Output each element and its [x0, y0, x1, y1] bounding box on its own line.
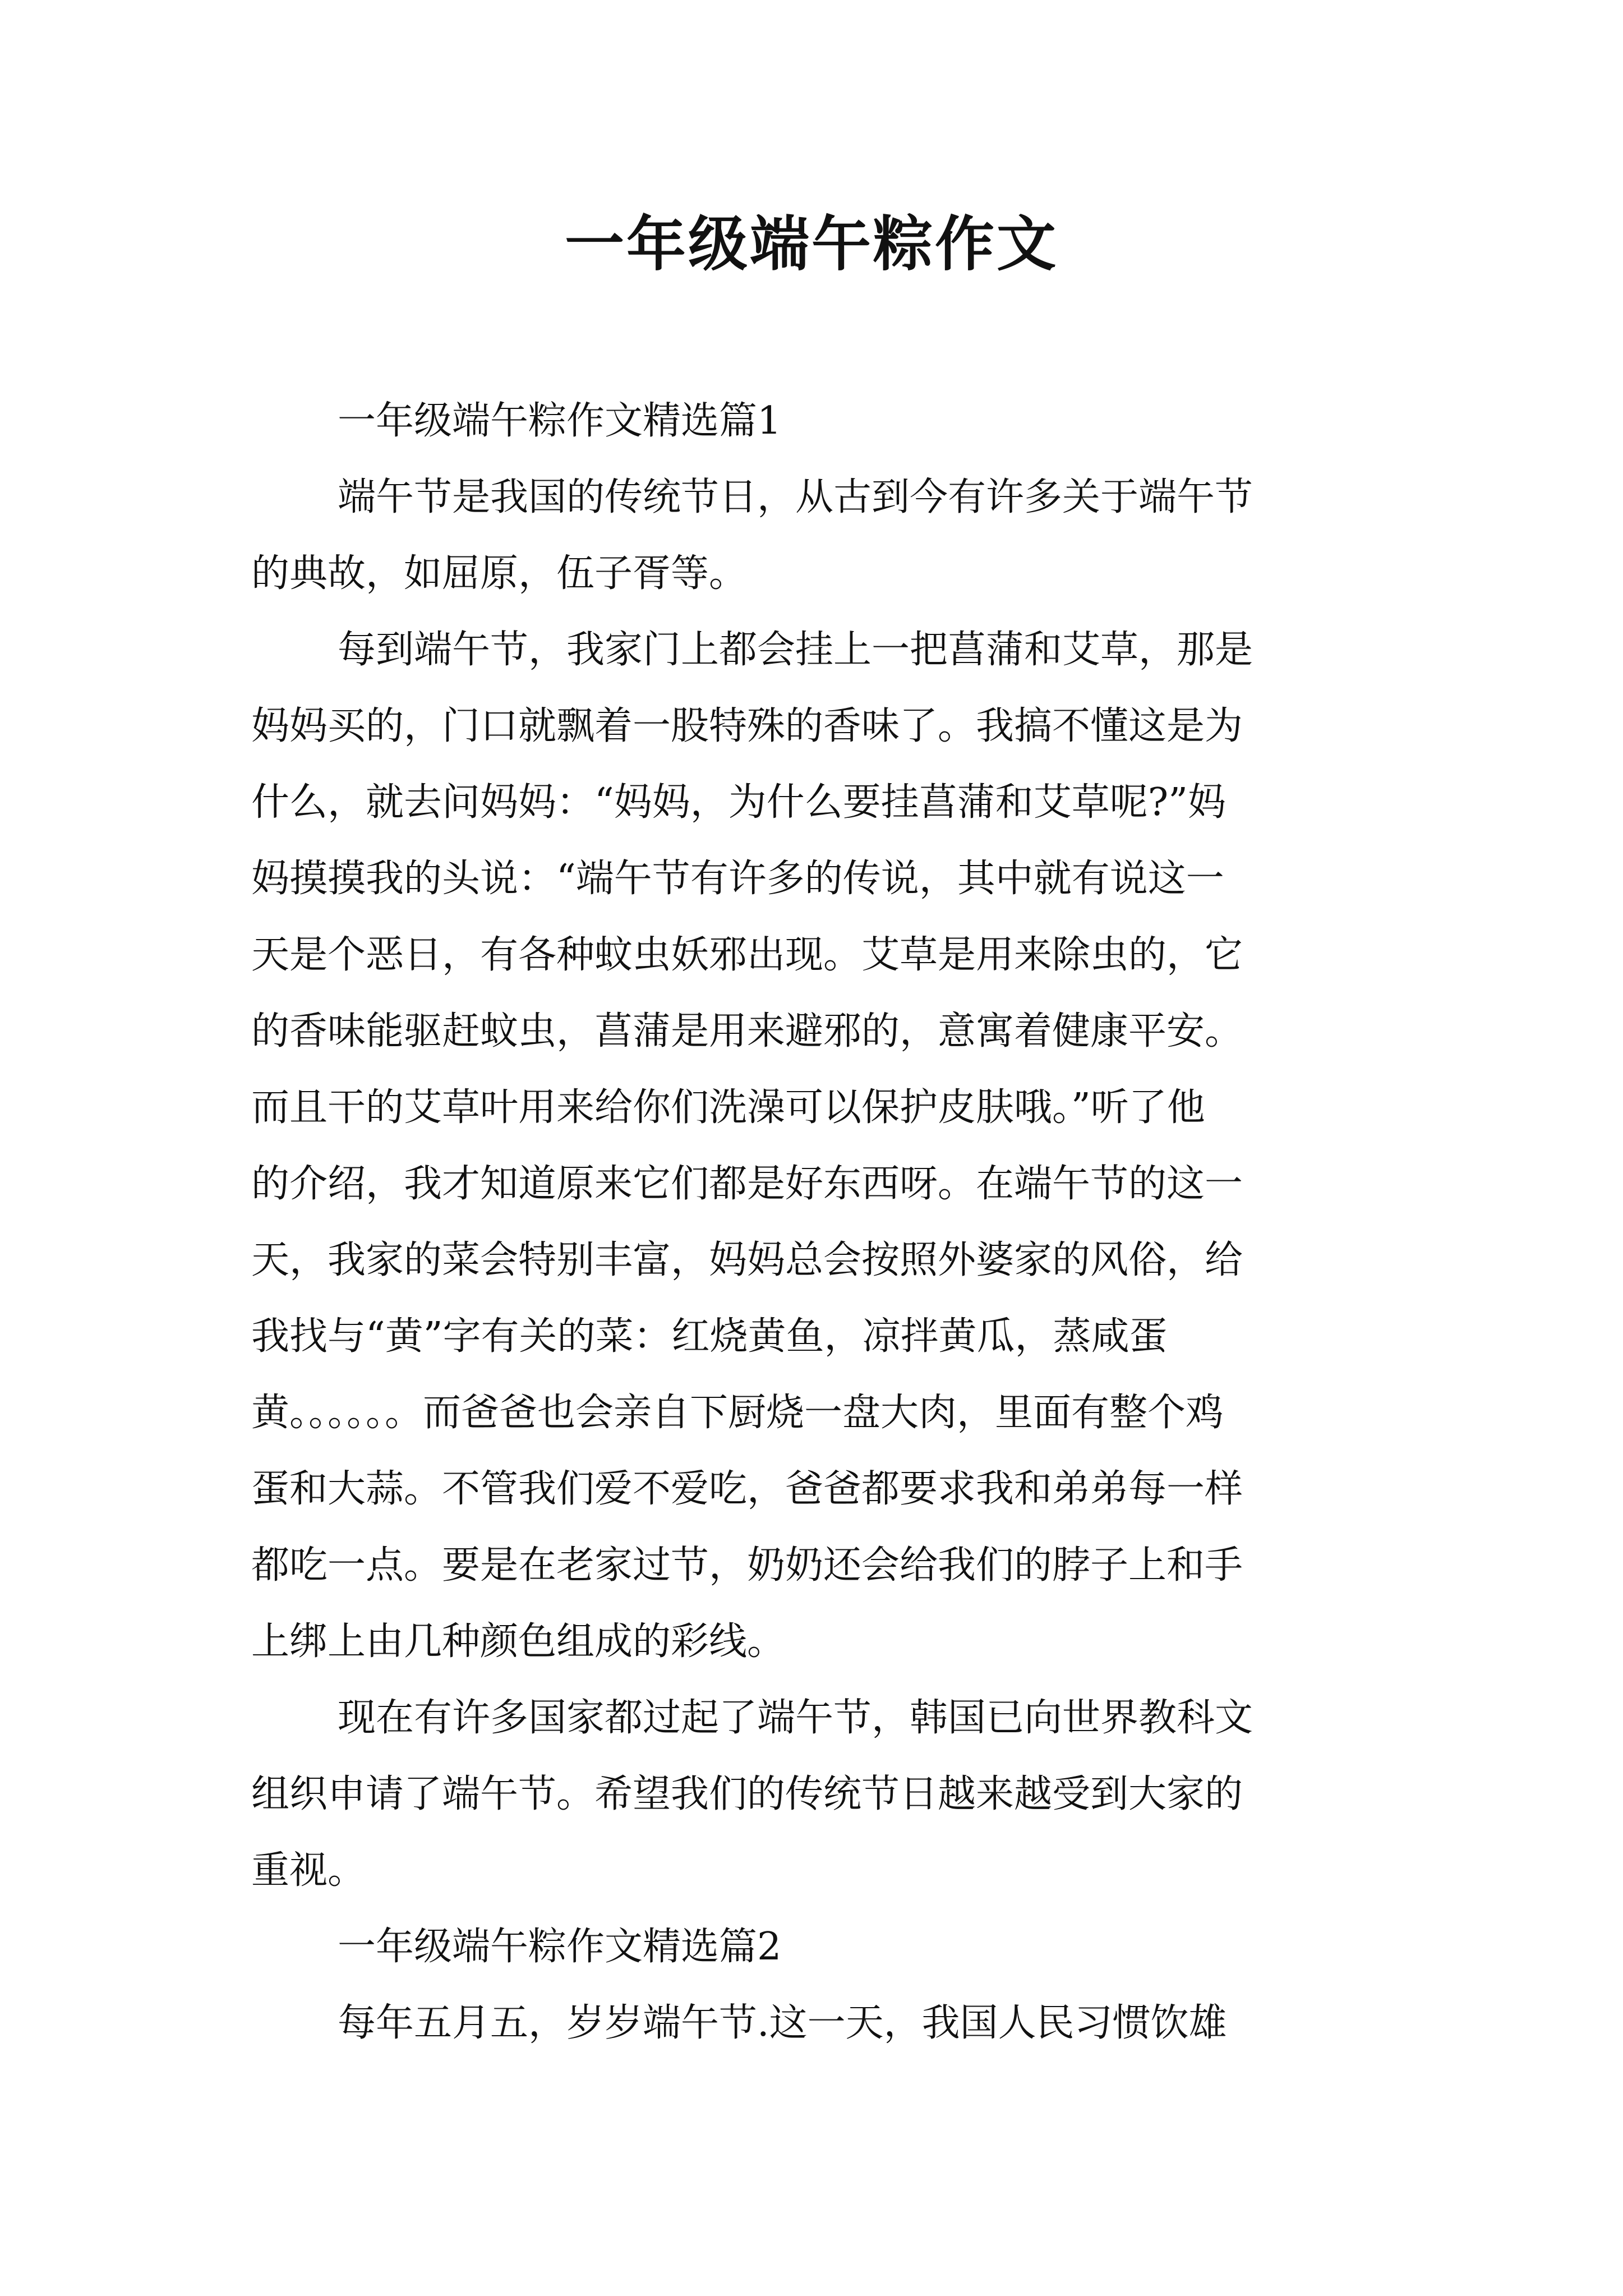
paragraph-line: 天，我家的菜会特别丰富，妈妈总会按照外婆家的风俗，给: [251, 1238, 1243, 1282]
paragraph-line: 现在有许多国家都过起了端午节，韩国已向世界教科文: [338, 1696, 1253, 1740]
paragraph-line: 都吃一点。要是在老家过节，奶奶还会给我们的脖子上和手: [251, 1543, 1243, 1588]
paragraph-line: 的香味能驱赶蚊虫，菖蒲是用来避邪的，意寓着健康平安。: [251, 1009, 1243, 1053]
paragraph-line: 蛋和大蒜。不管我们爱不爱吃，爸爸都要求我和弟弟每一样: [251, 1467, 1243, 1511]
paragraph-line: 黄。。。。。。而爸爸也会亲自下厨烧一盘大肉，里面有整个鸡: [251, 1391, 1224, 1435]
paragraph-line: 而且干的艾草叶用来给你们洗澡可以保护皮肤哦。”听了他: [251, 1085, 1205, 1130]
paragraph-line: 重视。: [251, 1848, 366, 1893]
paragraph-line: 什么，就去问妈妈：“妈妈，为什么要挂菖蒲和艾草呢?”妈: [251, 780, 1226, 825]
paragraph-line: 每到端午节，我家门上都会挂上一把菖蒲和艾草，那是: [338, 628, 1253, 672]
paragraph-line: 上绑上由几种颜色组成的彩线。: [251, 1619, 786, 1664]
paragraph-line: 端午节是我国的传统节日，从古到今有许多关于端午节: [338, 475, 1253, 519]
paragraph-line: 每年五月五，岁岁端午节.这一天，我国人民习惯饮雄: [338, 2001, 1227, 2045]
paragraph-line: 组织申请了端午节。希望我们的传统节日越来越受到大家的: [251, 1772, 1243, 1816]
paragraph-line: 的典故，如屈原，伍子胥等。: [251, 551, 748, 596]
paragraph-line: 天是个恶日，有各种蚊虫妖邪出现。艾草是用来除虫的，它: [251, 933, 1243, 977]
paragraph-line: 我找与“黄”字有关的菜：红烧黄鱼，凉拌黄瓜，蒸咸蛋: [251, 1314, 1168, 1359]
document-title: 一年级端午粽作文: [565, 209, 1058, 279]
paragraph-line: 妈摸摸我的头说：“端午节有许多的传说，其中就有说这一: [251, 857, 1224, 901]
paragraph-line: 妈妈买的，门口就飘着一股特殊的香味了。我搞不懂这是为: [251, 704, 1243, 748]
section-heading: 一年级端午粽作文精选篇1: [338, 399, 782, 443]
section-heading: 一年级端午粽作文精选篇2: [338, 1925, 782, 1969]
document-body: [251, 383, 1384, 2062]
paragraph-line: 的介绍，我才知道原来它们都是好东西呀。在端午节的这一: [251, 1162, 1243, 1206]
